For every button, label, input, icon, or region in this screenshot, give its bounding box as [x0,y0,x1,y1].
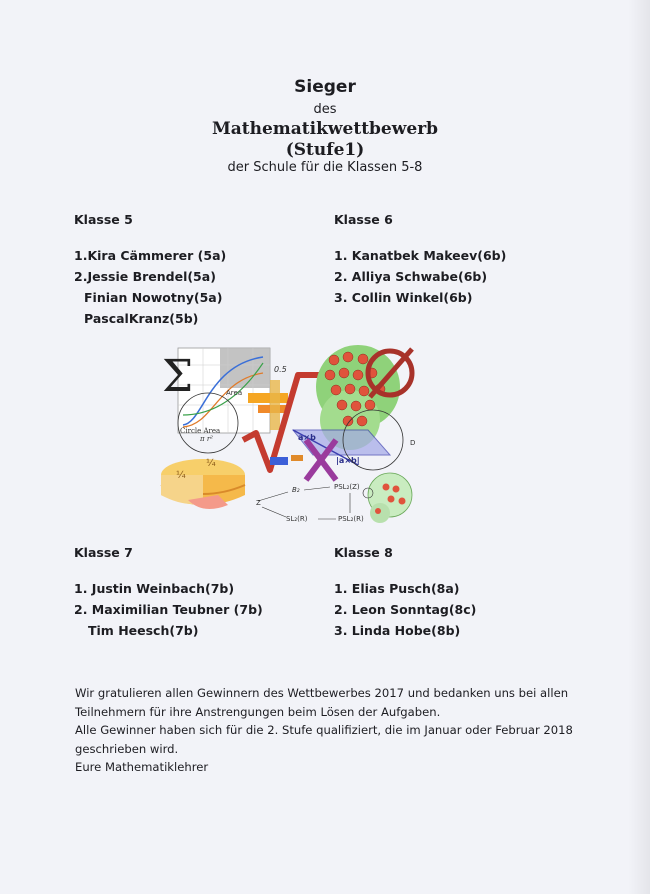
winner-line: Finian Nowotny(5a) [84,290,223,305]
class-heading: Klasse 7 [74,545,133,560]
class-7-winners [74,545,263,641]
subtitle-des: des [313,102,337,117]
cross-product-label: a×b [298,433,316,442]
winner-line: 3. Linda Hobe(8b) [334,623,461,638]
footer-message [75,684,595,777]
quarter-label-a: ¼ [176,470,186,481]
stage-label: (Stufe1) [285,140,365,160]
math-collage-image [158,345,438,525]
psl2r-label: PSL₂(R) [338,515,364,523]
footer-line: geschrieben wird. [75,741,179,756]
winner-line: PascalKranz(5b) [84,311,199,326]
footer-line: Alle Gewinner haben sich für die 2. Stufe qualifiziert, die im Januar oder Februar 2018 [75,723,573,737]
sl2r-label: SL₂(R) [286,515,308,523]
winner-line: 2. Maximilian Teubner (7b) [74,602,263,617]
circle-area-label: Circle Area [180,427,221,435]
school-line: der Schule für die Klassen 5-8 [227,160,423,175]
cross-product-abs-label: |a×b| [336,456,360,465]
winner-line: 2.Jessie Brendel(5a) [74,269,216,284]
winner-line: 1.Kira Cämmerer (5a) [74,248,227,263]
winner-line: 1. Justin Weinbach(7b) [74,581,235,596]
class-heading: Klasse 8 [334,545,393,560]
class-6-winners [334,212,506,308]
circle-formula: π r² [200,435,213,443]
footer-signature: Eure Mathematiklehrer [75,760,209,774]
winner-line: 2. Alliya Schwabe(6b) [334,269,488,284]
half-label: 0.5 [274,365,287,374]
class-8-winners [334,545,476,641]
winner-line: Tim Heesch(7b) [88,623,199,638]
z-label: Z [256,499,261,507]
footer-line: Teilnehmern für ihre Anstrengungen beim Lösen der Aufgaben. [75,704,441,719]
winner-line: 3. Collin Winkel(6b) [334,290,473,305]
footer-line: Wir gratulieren allen Gewinnern des Wettbewerbes 2017 und bedanken uns bei allen [75,686,569,700]
sigma-symbol: Σ [162,351,194,402]
psl2z-label: PSL₂(Z) [334,483,360,491]
quarter-label-b: ¼ [206,458,216,469]
class-5-winners [74,212,226,329]
class-heading: Klasse 6 [334,212,393,227]
winner-line: 1. Elias Pusch(8a) [334,581,460,596]
d-label: D [410,439,416,447]
area-label: Area [226,389,243,397]
winner-line: 1. Kanatbek Makeev(6b) [334,248,507,263]
b2-label: B₂ [292,486,300,494]
page-title: Sieger [294,77,356,97]
winner-line: 2. Leon Sonntag(8c) [334,602,477,617]
class-heading: Klasse 5 [74,212,133,227]
competition-title: Mathematikwettbewerb [211,119,439,139]
